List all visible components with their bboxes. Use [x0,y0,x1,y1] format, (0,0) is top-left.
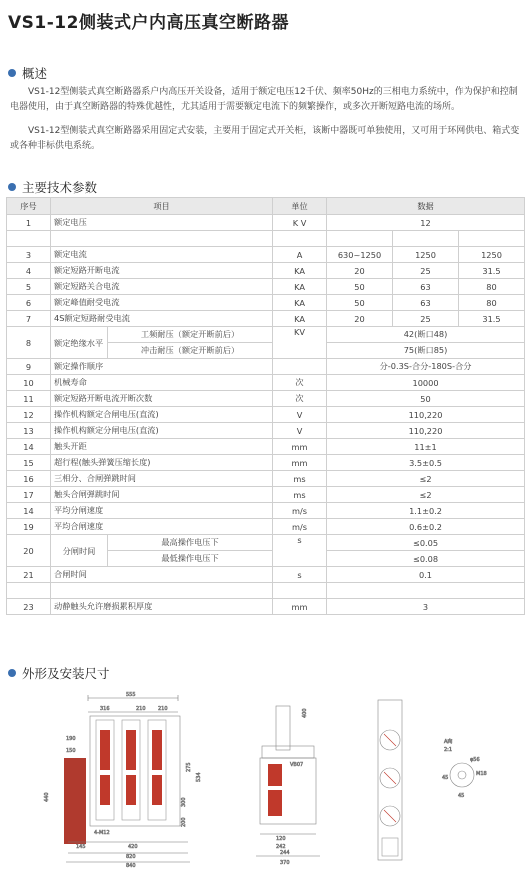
row-no: 3 [7,247,51,263]
row-value-a: 630~1250 [327,247,393,263]
detail-m18: M18 [476,771,487,777]
table-row [7,359,525,375]
row-item: 触头开距 [51,439,273,455]
row-unit: V [273,407,327,423]
header-unit: 单位 [273,198,327,215]
row-value: 3.5±0.5 [327,455,525,471]
row-no: 23 [7,599,51,615]
row-sub-item: 冲击耐压（额定开断前后） [108,343,273,359]
dim-300: 300 [181,797,187,807]
dim-820: 820 [126,854,136,860]
specs-heading-text: 主要技术参数 [22,180,98,195]
table-row [7,455,525,471]
row-no: 21 [7,567,51,583]
overview-paragraph-2: VS1-12型侧装式真空断路器采用固定式安装，主要用于固定式开关柜，该断中器既可单独使用，又可用于环网供电、箱式变或各种非标供电系统。 [10,126,520,151]
row-value: 3 [327,599,525,615]
row-item: 触头合闸弹跳时间 [51,487,273,503]
table-row-empty [7,231,525,247]
row-item: 4S额定短路耐受电流 [51,311,273,327]
row-unit [273,359,327,375]
table-row [7,247,525,263]
table-header-row [7,198,525,215]
table-row [7,295,525,311]
row-item: 额定短路关合电流 [51,279,273,295]
row-unit: V [273,423,327,439]
side-label: VB07 [290,762,304,768]
row-value-c: 80 [459,279,525,295]
dim-200: 200 [181,817,187,827]
specs-heading [8,178,97,196]
table-row [7,423,525,439]
row-unit: mm [273,455,327,471]
rear-view-drawing [360,690,420,870]
row-sub-item: 最高操作电压下 [108,535,273,551]
dim-190: 190 [66,736,76,742]
row-unit: KA [273,263,327,279]
row-value: 110,220 [327,423,525,439]
dim-440: 440 [44,792,50,802]
row-no: 12 [7,407,51,423]
row-value: 110,220 [327,407,525,423]
table-row [7,439,525,455]
row-unit: m/s [273,503,327,519]
row-item: 合闸时间 [51,567,273,583]
table-row [7,391,525,407]
table-row [7,375,525,391]
dimensions-heading [8,664,110,682]
row-value: ≤2 [327,471,525,487]
row-item: 额定电流 [51,247,273,263]
row-no: 10 [7,375,51,391]
row-item: 三相分、合闸弹跳时间 [51,471,273,487]
row-value: ≤2 [327,487,525,503]
row-value-b: 63 [393,279,459,295]
row-value: 50 [327,391,525,407]
side-view-drawing [246,690,336,870]
row-value-c: 80 [459,295,525,311]
row-value: 分-0.3S-合分-180S-合分 [327,359,525,375]
header-no: 序号 [7,198,51,215]
row-value: 1.1±0.2 [327,503,525,519]
detail-view-drawing [440,735,510,825]
row-no: 17 [7,487,51,503]
detail-scale: 2:1 [444,747,453,753]
row-no: 14 [7,439,51,455]
row-value-a: 20 [327,311,393,327]
table-row [7,535,525,551]
dim-side-244: 244 [280,850,290,856]
table-row [7,327,525,343]
dim-4-m12: 4-M12 [94,830,110,836]
dim-316: 316 [100,706,110,712]
row-value-b: 25 [393,311,459,327]
row-value-c: 31.5 [459,311,525,327]
bullet-icon [8,183,16,191]
row-value: 0.1 [327,567,525,583]
dim-150: 150 [66,748,76,754]
row-unit: 次 [273,375,327,391]
dim-534: 534 [196,772,202,782]
row-unit: mm [273,599,327,615]
row-unit: KA [273,311,327,327]
row-no: 6 [7,295,51,311]
row-value-b: 25 [393,263,459,279]
row-no: 19 [7,519,51,535]
dim-275: 275 [186,762,192,772]
row-no: 14 [7,503,51,519]
row-value: 12 [327,215,525,231]
row-unit: ms [273,487,327,503]
table-row [7,215,525,231]
table-row [7,503,525,519]
row-no: 5 [7,279,51,295]
table-row [7,471,525,487]
row-no: 16 [7,471,51,487]
dim-145: 145 [76,844,86,850]
detail-45a: 45 [442,775,449,781]
page-title: VS1-12侧装式户内高压真空断路器 [8,13,289,33]
row-unit: mm [273,439,327,455]
row-unit: s [273,535,327,567]
dim-side-370: 370 [280,860,290,866]
row-item: 额定峰值耐受电流 [51,295,273,311]
row-item: 额定电压 [51,215,273,231]
row-unit: KA [273,279,327,295]
row-value-c: 1250 [459,247,525,263]
row-item: 额定短路开断电流开断次数 [51,391,273,407]
dim-555: 555 [126,692,136,698]
row-no: 13 [7,423,51,439]
row-item: 分闸时间 [51,535,108,567]
row-value: ≤0.08 [327,551,525,567]
row-unit: KA [273,295,327,311]
table-row [7,263,525,279]
dim-side-242: 242 [276,844,286,850]
table-row [7,311,525,327]
row-no: 8 [7,327,51,359]
row-no: 9 [7,359,51,375]
row-sub-item: 最低操作电压下 [108,551,273,567]
row-value: 42(断口48) [327,327,525,343]
dim-210a: 210 [136,706,146,712]
row-item: 动静触头允许磨损累积厚度 [51,599,273,615]
row-value: 11±1 [327,439,525,455]
table-row-empty [7,583,525,599]
row-value-a: 20 [327,263,393,279]
row-item: 额定短路开断电流 [51,263,273,279]
table-row [7,567,525,583]
row-unit: K V [273,215,327,231]
detail-dia: φ56 [470,757,480,763]
row-item: 额定操作顺序 [51,359,273,375]
row-no: 15 [7,455,51,471]
header-item: 项目 [51,198,273,215]
dim-side-120: 120 [276,836,286,842]
table-row [7,599,525,615]
table-row [7,519,525,535]
bullet-icon [8,669,16,677]
row-item: 额定绝缘水平 [51,327,108,359]
dim-420: 420 [128,844,138,850]
row-no: 4 [7,263,51,279]
row-item: 操作机构额定合闸电压(直流) [51,407,273,423]
row-value-c: 31.5 [459,263,525,279]
row-value-a: 50 [327,295,393,311]
overview-heading [8,64,47,82]
row-unit: ms [273,471,327,487]
dim-840: 840 [126,863,136,869]
row-no: 1 [7,215,51,231]
row-item: 平均分闸速度 [51,503,273,519]
table-row [7,279,525,295]
row-value: 0.6±0.2 [327,519,525,535]
overview-paragraph-1: VS1-12型侧装式真空断路器系户内高压开关设备，适用于额定电压12千伏、频率50Hz的三相电力系统中，作为保护和控制电器使用，由于真空断路器的特殊优越性，尤其适用于需要额定电流下的频繁操作，或多次开断短路电流的场所。 [10,87,518,112]
table-row [7,407,525,423]
detail-direction: A向 [444,739,453,745]
row-sub-item: 工频耐压（额定开断前后） [108,327,273,343]
row-item: 机械寿命 [51,375,273,391]
row-value-a: 50 [327,279,393,295]
dim-side-400: 400 [302,708,308,718]
row-item: 操作机构额定分闸电压(直流) [51,423,273,439]
row-item: 平均合闸速度 [51,519,273,535]
row-item: 超行程(触头弹簧压缩长度) [51,455,273,471]
row-value-b: 63 [393,295,459,311]
row-value-b: 1250 [393,247,459,263]
row-value: ≤0.05 [327,535,525,551]
front-view-drawing [38,690,228,870]
row-no: 20 [7,535,51,567]
row-value: 75(断口85) [327,343,525,359]
spec-table [6,197,525,615]
row-unit: A [273,247,327,263]
row-unit: KV [273,327,327,359]
row-unit: s [273,567,327,583]
bullet-icon [8,69,16,77]
row-no: 7 [7,311,51,327]
header-data: 数据 [327,198,525,215]
overview-heading-text: 概述 [22,66,48,81]
table-row [7,487,525,503]
row-value: 10000 [327,375,525,391]
row-unit: m/s [273,519,327,535]
dimensions-heading-text: 外形及安装尺寸 [22,666,110,681]
row-no: 11 [7,391,51,407]
row-unit: 次 [273,391,327,407]
dim-210b: 210 [158,706,168,712]
detail-45b: 45 [458,793,465,799]
